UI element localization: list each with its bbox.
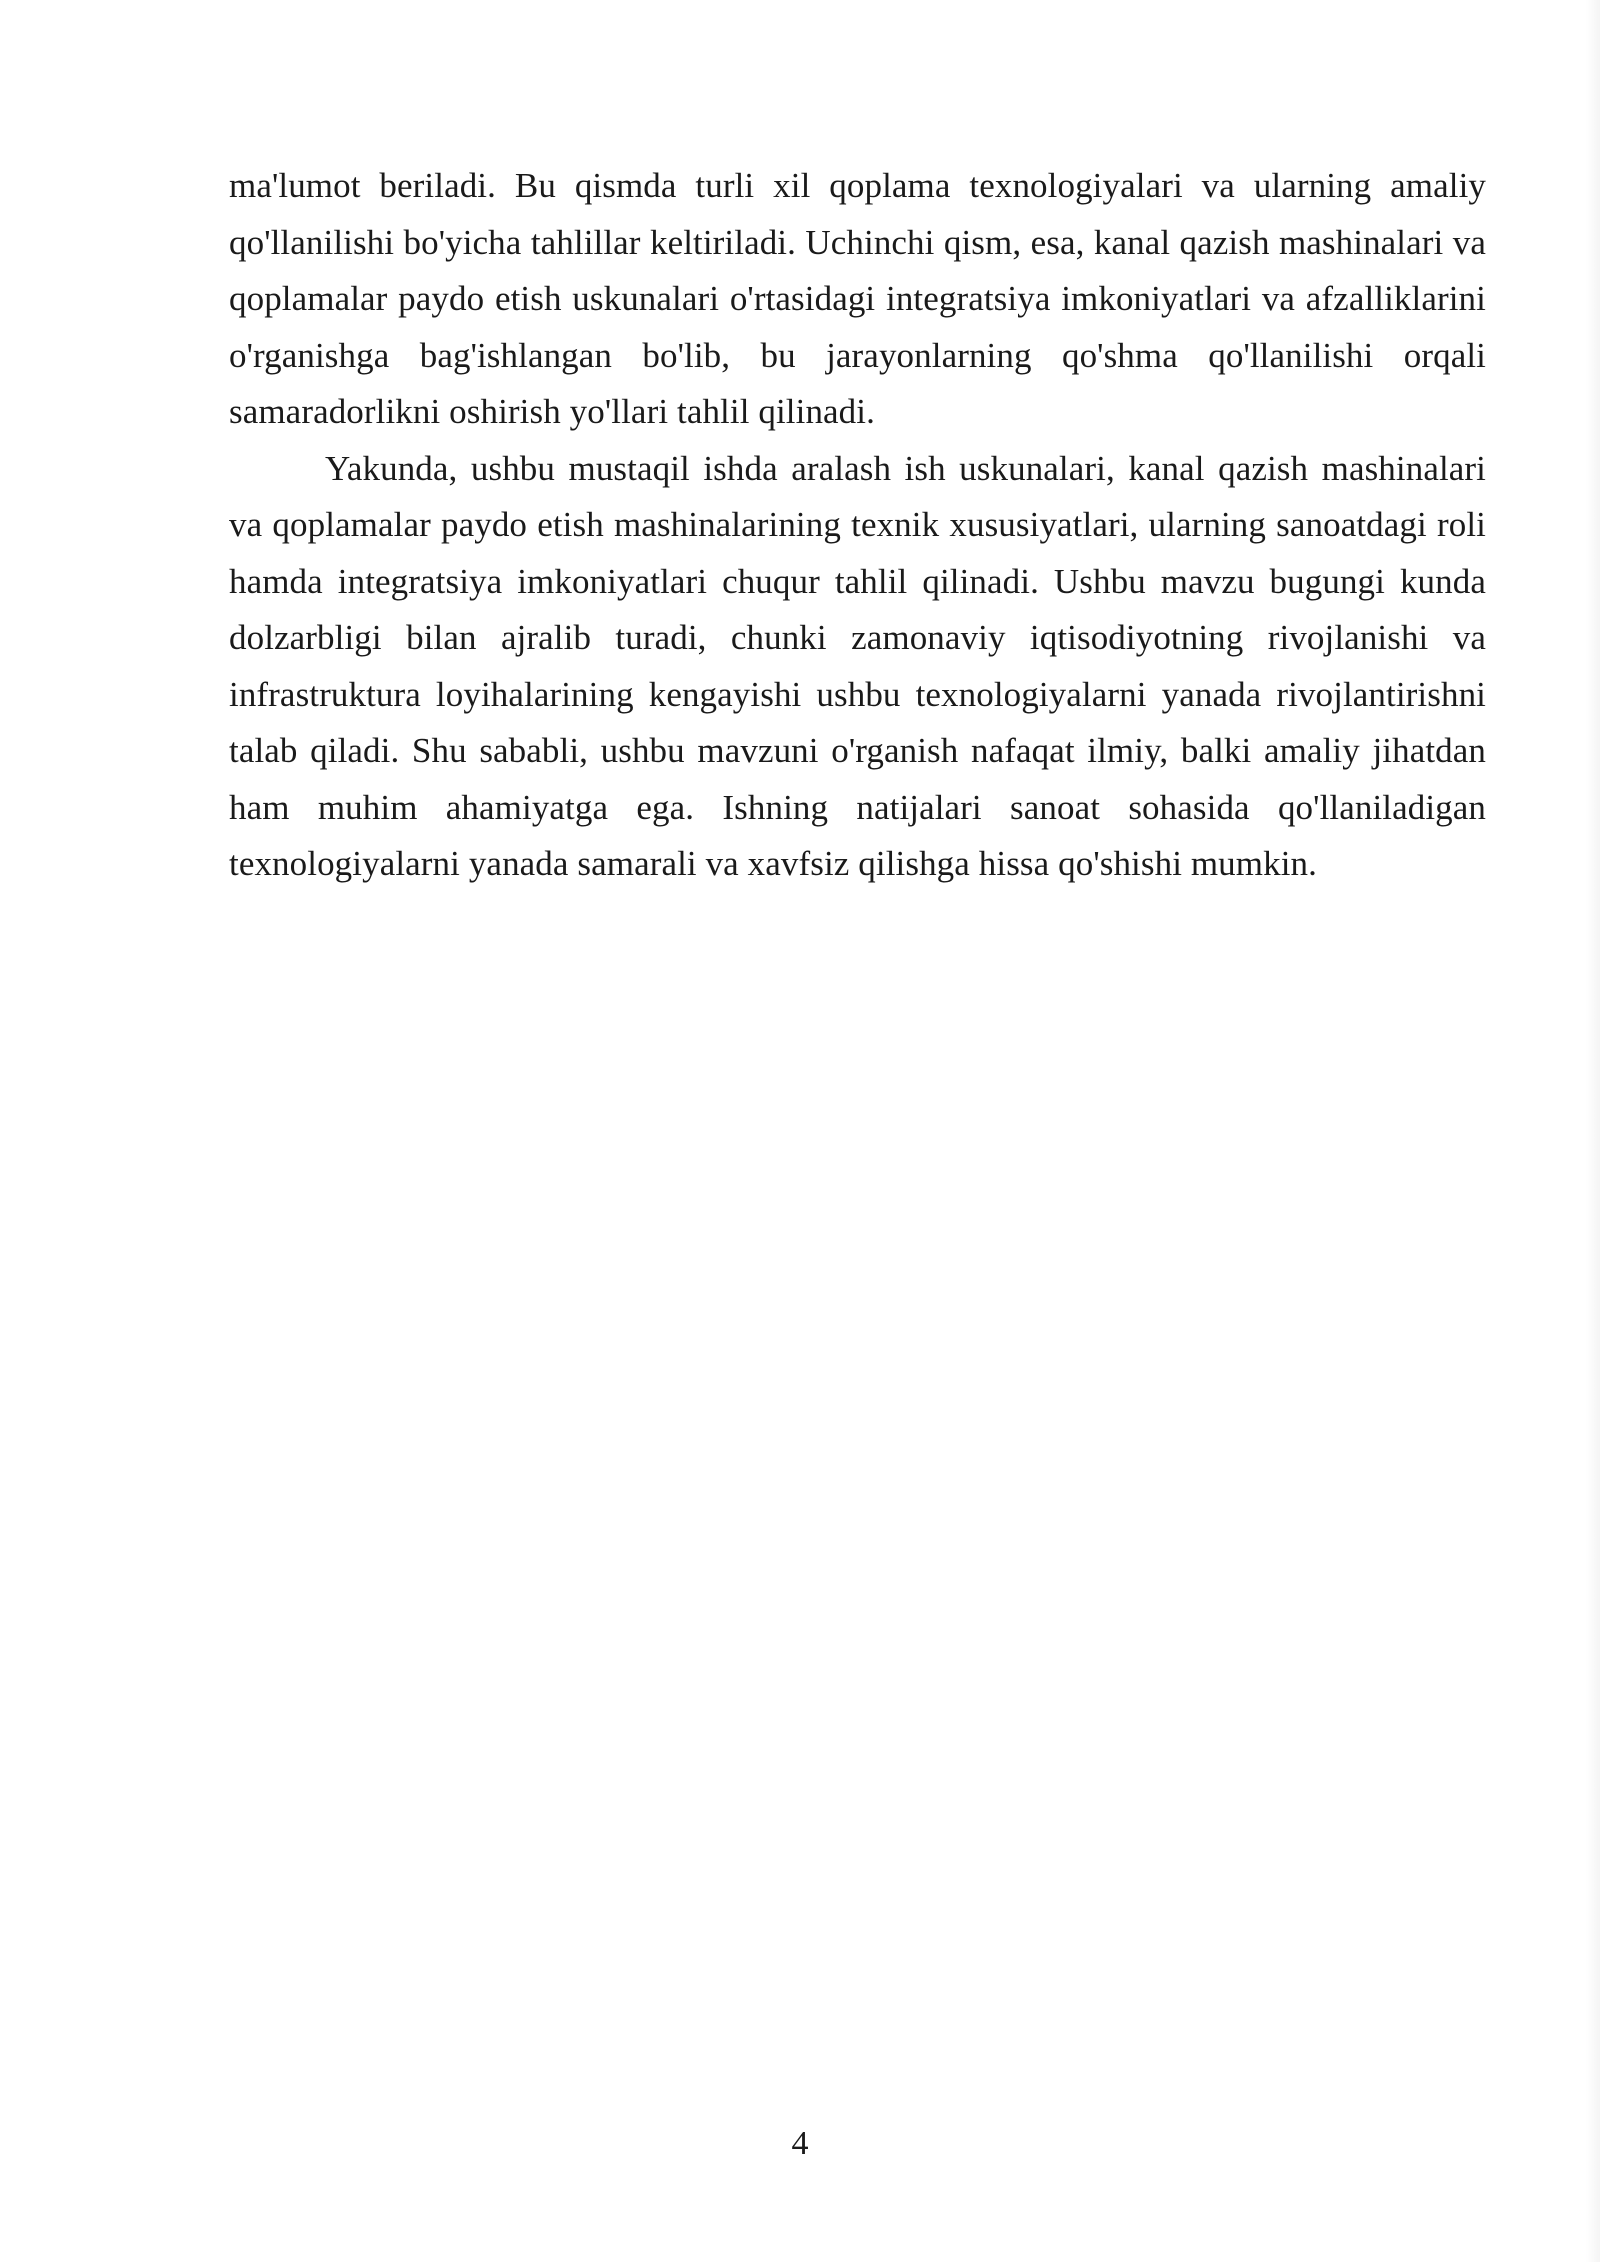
paragraph-continuation: ma'lumot beriladi. Bu qismda turli xil qoplama texnologiyalari va ularning amaliy qo'llanilishi bo'yicha tahlillar keltiriladi. Uchinchi qism, esa, kanal qazish mashinalari va qoplamalar paydo etish uskunalari o'rtasidagi integratsiya imkoniyatlari va afzalliklarini o'rganishga bag'ishlangan bo'lib, bu jarayonlarning qo'shma qo'llanilishi orqali samaradorlikni oshirish yo'llari tahlil qilinadi.: [229, 166, 1486, 431]
page-edge-shadow: [1586, 0, 1600, 2262]
paragraph-conclusion: Yakunda, ushbu mustaqil ishda aralash ish uskunalari, kanal qazish mashinalari va qoplamalar paydo etish mashinalarining texnik xususiyatlari, ularning sanoatdagi roli hamda integratsiya imkoniyatlari chuqur tahlil qilinadi. Ushbu mavzu bugungi kunda dolzarbligi bilan ajralib turadi, chunki zamonaviy iqtisodiyotning rivojlanishi va infrastruktura loyihalarining kengayishi ushbu texnologiyalarni yanada rivojlantirishni talab qiladi. Shu sababli, ushbu mavzuni o'rganish nafaqat ilmiy, balki amaliy jihatdan ham muhim ahamiyatga ega. Ishning natijalari sanoat sohasida qo'llaniladigan texnologiyalarni yanada samarali va xavfsiz qilishga hissa qo'shishi mumkin.: [229, 448, 1486, 883]
page-number: 4: [791, 2125, 809, 2162]
body-text: [229, 158, 1486, 893]
